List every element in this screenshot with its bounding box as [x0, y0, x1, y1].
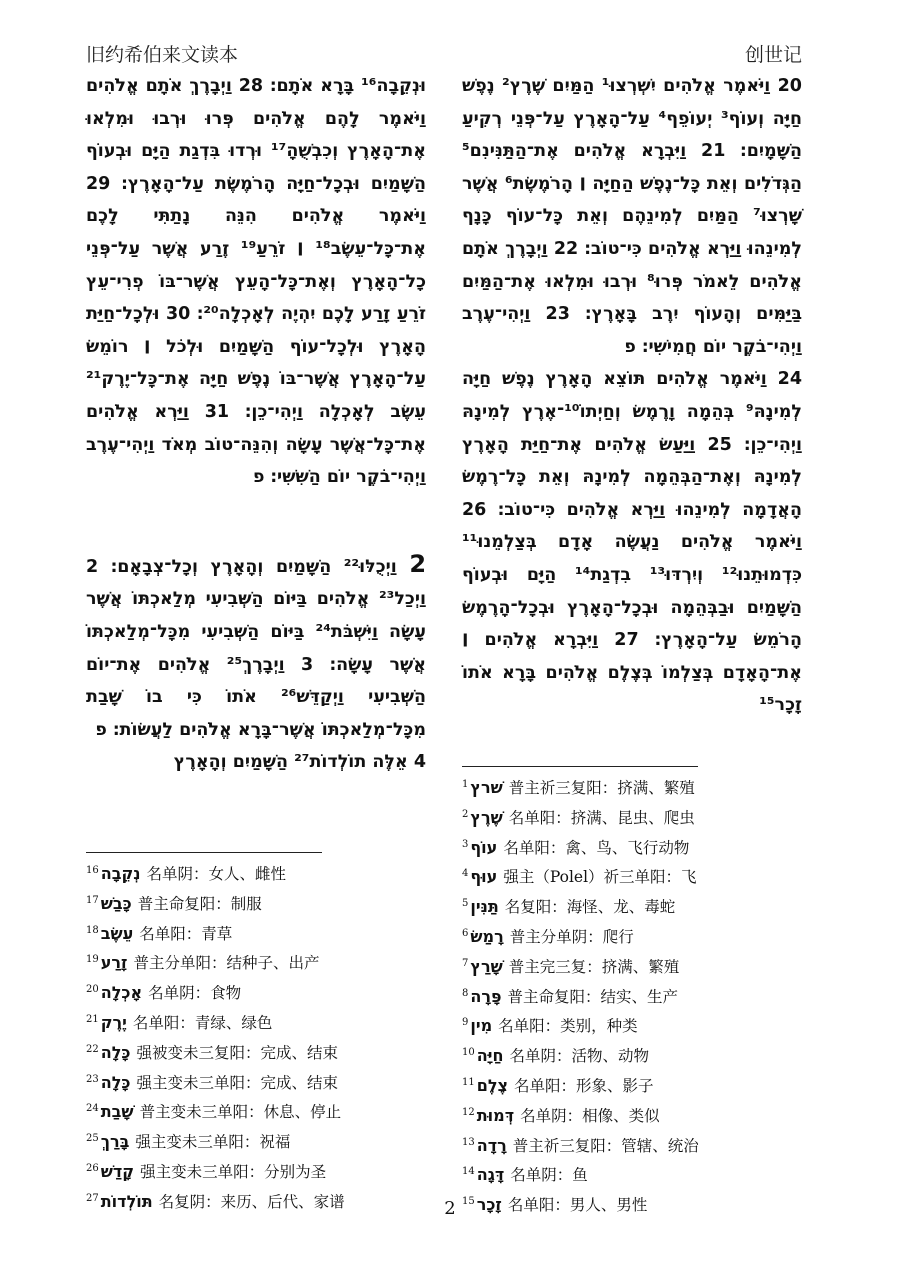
footnote-number: 13	[462, 1136, 475, 1148]
footnote-item	[86, 1067, 446, 1097]
chapter-2-verse-4: 4 אֵלֶּה תוֹלְדוֹת²⁷ הַשָּׁמַיִם וְהָאָרֶץ	[173, 752, 426, 773]
footnote-number: 18	[86, 924, 99, 936]
footnote-number: 21	[86, 1013, 99, 1025]
footnote-item	[86, 1037, 446, 1067]
footnote-number: 10	[462, 1047, 475, 1059]
footnote-item	[86, 1096, 446, 1126]
verses-20-23: 20 וַיֹּאמֶר אֱלֹהִים יִשְׁרְצוּ¹ הַמַּיִם שֶׁרֶץ² נֶפֶשׁ חַיָּה וְעוֹף³ יְעוֹפֵף⁴ עַל־הָאָרֶץ עַל־פְּנֵי רְקִיעַ הַשָּׁמָיִם׃ 21 וַיִּבְרָא אֱלֹהִים אֶת־הַתַּנִּינִם⁵ הַגְּדֹלִים וְאֵת כָּל־נֶפֶשׁ הַחַיָּה ׀ הָרֹמֶשֶׂת⁶ אֲשֶׁר שָׁרְצוּ⁷ הַמַּיִם לְמִינֵהֶם וְאֵת כָּל־עוֹף כָּנָף לְמִינֵהוּ וַיַּרְא אֱלֹהִים כִּי־טוֹב׃ 22 וַיְבָרֶךְ אֹתָם אֱלֹהִים לֵאמֹר פְּרוּ⁸ וּרְבוּ וּמִלְאוּ אֶת־הַמַּיִם בַּיַּמִּים וְהָעוֹף יִרֶב בָּאָרֶץ׃ 23 וַיְהִי־עֶרֶב וַיְהִי־בֹקֶר יוֹם חֲמִישִׁי׃ פ	[462, 76, 803, 357]
footnote-number: 15	[462, 1196, 475, 1208]
footnote-item	[86, 947, 446, 977]
footnote-number: 3	[462, 838, 469, 850]
footnote-item	[462, 1040, 822, 1070]
footnote-item	[462, 981, 822, 1011]
footnote-gloss: 普主命复阳：结实、生产	[507, 987, 679, 1006]
footnote-item	[462, 772, 822, 802]
footnote-number: 12	[462, 1106, 475, 1118]
footnote-gloss: 名单阳：挤满、昆虫、爬虫	[508, 808, 695, 827]
footnote-number: 14	[462, 1166, 475, 1178]
running-header-chapter: 创世记	[744, 44, 802, 66]
footnote-headword: רָמַשׂ	[470, 926, 504, 946]
footnote-item	[86, 1126, 446, 1156]
footnote-item	[462, 861, 822, 891]
footnote-headword: זָרַע	[100, 953, 128, 973]
footnote-item	[86, 977, 446, 1007]
footnote-item	[86, 1007, 446, 1037]
footnote-headword: תַּנִּין	[470, 897, 499, 917]
footnotes-right	[462, 772, 822, 1219]
footnote-number: 9	[462, 1017, 469, 1029]
footnote-headword: שֶׁרֶץ	[470, 807, 503, 827]
footnote-headword: יֶרֶק	[100, 1012, 127, 1032]
footnote-gloss: 名单阴：食物	[148, 984, 242, 1003]
footnote-headword: פָּרָה	[470, 986, 502, 1006]
hebrew-text-right-column	[462, 70, 802, 722]
footnote-number: 2	[462, 808, 469, 820]
footnote-headword: שָׁבַת	[100, 1102, 134, 1122]
footnote-number: 4	[462, 868, 469, 880]
footnote-number: 1	[462, 779, 469, 790]
footnote-gloss: 名单阳：形象、影子	[514, 1076, 654, 1095]
verses-24-27: 24 וַיֹּאמֶר אֱלֹהִים תּוֹצֵא הָאָרֶץ נֶפֶשׁ חַיָּה לְמִינָהּ⁹ בְּהֵמָה וָרֶמֶשׂ וְחַיְתוֹ¹⁰־אֶרֶץ לְמִינָהּ וַיְהִי־כֵן׃ 25 וַיַּעַשׂ אֱלֹהִים אֶת־חַיַּת הָאָרֶץ לְמִינָהּ וְאֶת־הַבְּהֵמָה לְמִינָהּ וְאֵת כָּל־רֶמֶשׂ הָאֲדָמָה לְמִינֵהוּ וַיַּרְא אֱלֹהִים כִּי־טוֹב׃ 26 וַיֹּאמֶר אֱלֹהִים נַעֲשֶׂה אָדָם בְּצַלְמֵנוּ¹¹ כִּדְמוּתֵנוּ¹² וְיִרְדּוּ¹³ בִדְגַת¹⁴ הַיָּם וּבְעוֹף הַשָּׁמַיִם וּבַבְּהֵמָה וּבְכָל־הָאָרֶץ וּבְכָל־הָרֶמֶשׂ הָרֹמֵשׂ עַל־הָאָרֶץ׃ 27 וַיִּבְרָא אֱלֹהִים ׀ אֶת־הָאָדָם בְּצַלְמוֹ בְּצֶלֶם אֱלֹהִים בָּרָא אֹתוֹ זָכָר¹⁵	[462, 369, 803, 716]
footnote-number: 19	[86, 954, 99, 966]
footnote-headword: שָׁרַץ	[470, 956, 503, 976]
running-header-book: 旧约希伯来文读本	[86, 44, 239, 66]
verses-27-31: וּנְקֵבָה¹⁶ בָּרָא אֹתָם׃ 28 וַיְבָרֶךְ אֹתָם אֱלֹהִים וַיֹּאמֶר לָהֶם אֱלֹהִים פְּרוּ וּרְבוּ וּמִלְאוּ אֶת־הָאָרֶץ וְכִבְשֻׁהָ¹⁷ וּרְדוּ בִּדְגַת הַיָּם וּבְעוֹף הַשָּׁמַיִם וּבְכָל־חַיָּה הָרֹמֶשֶׂת עַל־הָאָרֶץ׃ 29 וַיֹּאמֶר אֱלֹהִים הִנֵּה נָתַתִּי לָכֶם אֶת־כָּל־עֵשֶׂב¹⁸ ׀ זֹרֵעַ¹⁹ זֶרַע אֲשֶׁר עַל־פְּנֵי כָל־הָאָרֶץ וְאֶת־כָּל־הָעֵץ אֲשֶׁר־בּוֹ פְרִי־עֵץ זֹרֵעַ זָרַע לָכֶם יִהְיֶה לְאָכְלָה²⁰׃ 30 וּלְכָל־חַיַּת הָאָרֶץ וּלְכָל־עוֹף הַשָּׁמַיִם וּלְכֹל ׀ רוֹמֵשׂ עַל־הָאָרֶץ אֲשֶׁר־בּוֹ נֶפֶשׁ חַיָּה אֶת־כָּל־יֶרֶק²¹ עֵשֶׂב לְאָכְלָה וַיְהִי־כֵן׃ 31 וַיַּרְא אֱלֹהִים אֶת־כָּל־אֲשֶׁר עָשָׂה וְהִנֵּה־טוֹב מְאֹד וַיְהִי־עֶרֶב וַיְהִי־בֹקֶר יוֹם הַשִּׁשִּׁי׃ פ	[86, 76, 426, 488]
footnote-number: 7	[462, 957, 469, 969]
footnote-gloss: 名单阴：相像、类似	[520, 1106, 660, 1125]
footnote-item	[86, 888, 446, 918]
footnote-gloss: 普主完三复：挤满、繁殖	[508, 957, 680, 976]
footnote-headword: קָדַשׁ	[100, 1161, 135, 1181]
footnote-number: 5	[462, 898, 469, 910]
footnote-number: 23	[86, 1073, 99, 1085]
footnote-gloss: 普主祈三复阳：挤满、繁殖	[508, 779, 695, 797]
footnote-item	[462, 1130, 822, 1160]
footnote-gloss: 强主（Polel）祈三单阳：飞	[503, 868, 697, 887]
footnote-item	[462, 1010, 822, 1040]
footnote-gloss: 普主分单阴：爬行	[509, 927, 634, 946]
footnotes-left	[86, 858, 446, 1216]
footnote-headword: חַיָּה	[476, 1046, 504, 1066]
footnote-number: 6	[462, 927, 469, 939]
footnote-gloss: 名单阳：禽、鸟、飞行动物	[503, 838, 690, 857]
footnote-headword: רָדָה	[476, 1135, 507, 1155]
footnote-item	[462, 832, 822, 862]
chapter-2-text: וַיְכֻלּוּ²² הַשָּׁמַיִם וְהָאָרֶץ וְכָל־צְבָאָם׃ 2 וַיְכַל²³ אֱלֹהִים בַּיּוֹם הַשְּׁבִיעִי מְלַאכְתּוֹ אֲשֶׁר עָשָׂה וַיִּשְׁבֹּת²⁴ בַּיּוֹם הַשְּׁבִיעִי מִכָּל־מְלַאכְתּוֹ אֲשֶׁר עָשָׂה׃ 3 וַיְבָרֶךְ²⁵ אֱלֹהִים אֶת־יוֹם הַשְּׁבִיעִי וַיְקַדֵּשׁ²⁶ אֹתוֹ כִּי בוֹ שָׁבַת מִכָּל־מְלַאכְתּוֹ אֲשֶׁר־בָּרָא אֱלֹהִים לַעֲשׂוֹת׃ פ	[86, 556, 426, 740]
footnote-gloss: 名单阴：鱼	[510, 1166, 588, 1185]
footnote-headword: מִין	[470, 1016, 493, 1036]
footnote-headword: עֵשֶׂב	[100, 923, 134, 943]
footnote-headword: בָּרַךְ	[100, 1132, 130, 1152]
footnote-gloss: 名单阴：女人、雌性	[146, 865, 287, 883]
footnote-gloss: 名单阴：活物、动物	[509, 1047, 649, 1066]
footnote-item	[462, 891, 822, 921]
footnote-headword: עוֹף	[470, 837, 498, 857]
footnote-item	[462, 921, 822, 951]
footnote-headword: כָּלָה	[100, 1072, 131, 1092]
footnote-number: 20	[86, 984, 99, 996]
footnote-headword: נְקֵבָה	[100, 864, 141, 883]
hebrew-text-left-column	[86, 70, 426, 779]
footnote-gloss: 名单阳：青草	[139, 924, 233, 943]
footnote-number: 22	[86, 1043, 99, 1055]
footnote-headword: דְּמוּת	[476, 1105, 515, 1125]
footnote-item	[462, 1070, 822, 1100]
footnote-item	[86, 918, 446, 948]
footnote-divider-right	[462, 766, 698, 767]
footnote-item	[86, 1156, 446, 1186]
footnote-item	[462, 802, 822, 832]
footnote-number: 27	[86, 1192, 99, 1204]
chapter-number: 2	[409, 549, 427, 578]
footnote-divider-left	[86, 852, 322, 853]
footnote-gloss: 普主变未三单阳：休息、停止	[139, 1103, 342, 1122]
footnote-number: 17	[86, 894, 99, 906]
footnote-gloss: 强主变未三单阳：祝福	[135, 1133, 291, 1152]
footnote-headword: שׁרץ	[470, 778, 503, 797]
footnote-headword: תּוֹלְדוֹת	[100, 1191, 153, 1211]
footnote-number: 24	[86, 1103, 99, 1115]
footnote-headword: צֶלֶם	[476, 1075, 508, 1095]
footnote-item	[462, 1100, 822, 1130]
footnote-headword: כָּלָה	[100, 1042, 131, 1062]
footnote-headword: זָכָר	[476, 1195, 502, 1215]
footnote-headword: עוּף	[470, 867, 498, 887]
footnote-gloss: 普主分单阳：结种子、出产	[133, 954, 320, 973]
footnote-gloss: 强主变未三单阳：完成、结束	[136, 1073, 338, 1092]
footnote-gloss: 名单阳：类别，种类	[498, 1017, 638, 1036]
footnote-gloss: 名单阳：青绿、绿色	[132, 1013, 273, 1032]
footnote-headword: דָּגָה	[476, 1165, 505, 1185]
footnote-number: 25	[86, 1133, 99, 1145]
footnote-item	[86, 858, 446, 888]
footnote-gloss: 普主命复阳：制服	[137, 894, 262, 913]
footnote-number: 8	[462, 987, 469, 999]
footnote-gloss: 名复阳：海怪、龙、毒蛇	[504, 898, 676, 917]
footnote-item	[462, 1159, 822, 1189]
footnote-gloss: 名复阴：来历、后代、家谱	[158, 1192, 345, 1211]
footnote-number: 11	[462, 1076, 475, 1088]
footnote-gloss: 强主变未三单阳：分别为圣	[140, 1162, 327, 1181]
footnote-headword: אָכְלָה	[100, 983, 143, 1003]
footnote-gloss: 强被变未三复阳：完成、结束	[136, 1043, 338, 1062]
footnote-headword: כָּבַשׁ	[100, 893, 132, 913]
footnote-gloss: 名单阳：男人、男性	[507, 1196, 648, 1215]
footnote-number: 16	[86, 865, 99, 876]
footnote-number: 26	[86, 1162, 99, 1174]
footnote-gloss: 普主祈三复阳：管辖、统治	[512, 1136, 699, 1155]
page-number: 2	[444, 1198, 456, 1219]
footnote-item	[462, 951, 822, 981]
chapter-2-verses-1-3	[86, 548, 426, 747]
chapter-break	[86, 494, 426, 548]
